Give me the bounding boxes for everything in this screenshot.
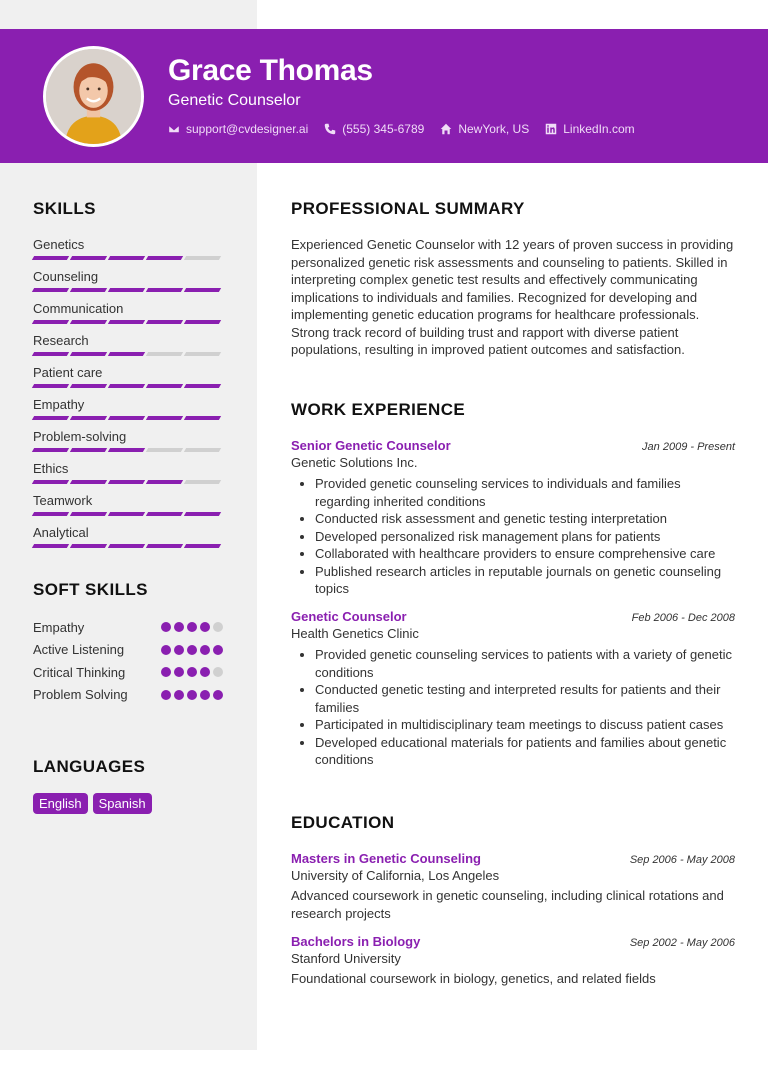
rating-dot [174, 622, 184, 632]
job-bullet: • Developed personalized risk management plans for patients [315, 528, 735, 546]
education-heading: EDUCATION [291, 813, 395, 832]
job-date: Jan 2009 - Present [642, 441, 735, 453]
education-description: Advanced coursework in genetic counseling, including clinical rotations and research projects [291, 888, 724, 921]
rating-dot [200, 645, 210, 655]
phone-icon [324, 123, 336, 135]
skill-label: Ethics [33, 461, 69, 476]
skill-item [33, 301, 223, 333]
education-entry [291, 851, 735, 922]
rating-dot [200, 622, 210, 632]
contact-bar [168, 122, 635, 136]
rating-dot [187, 622, 197, 632]
job-bullet: • Participated in multidisciplinary team meetings to discuss patient cases [315, 716, 735, 734]
soft-skill-rating [161, 622, 223, 632]
languages-list [33, 793, 152, 814]
skill-level-segment [32, 448, 69, 452]
skill-level-segment [70, 320, 107, 324]
skill-level-segment [70, 480, 107, 484]
skill-level-segment [32, 384, 69, 388]
soft-skills-list [33, 616, 223, 706]
skill-level-bar [33, 352, 223, 356]
job-date: Feb 2006 - Dec 2008 [631, 612, 735, 624]
skill-level-segment [184, 320, 221, 324]
school-name: Stanford University [291, 951, 401, 966]
skill-item [33, 269, 223, 301]
job-company: Genetic Solutions Inc. [291, 455, 418, 470]
skill-level-segment [70, 256, 107, 260]
skill-level-segment [32, 352, 69, 356]
contact-phone[interactable] [324, 122, 424, 136]
soft-skill-item [33, 661, 223, 684]
job-bullet: • Provided genetic counseling services to individuals and families regarding inherited conditions [315, 475, 735, 510]
skill-level-bar [33, 384, 223, 388]
skill-level-bar [33, 256, 223, 260]
skill-level-segment [108, 352, 145, 356]
education-entry [291, 934, 735, 988]
contact-location-text: NewYork, US [458, 122, 530, 136]
skill-level-segment [184, 256, 221, 260]
skill-level-segment [32, 480, 69, 484]
skill-level-segment [70, 544, 107, 548]
degree-title: Masters in Genetic Counseling [291, 851, 481, 866]
skill-item [33, 365, 223, 397]
soft-skill-label: Critical Thinking [33, 664, 126, 680]
soft-skill-rating [161, 667, 223, 677]
rating-dot [200, 690, 210, 700]
skill-level-segment [184, 384, 221, 388]
skill-label: Empathy [33, 397, 85, 412]
skill-level-segment [70, 352, 107, 356]
skill-level-segment [32, 288, 69, 292]
skill-level-segment [146, 288, 183, 292]
envelope-icon [168, 123, 180, 135]
soft-skill-rating [161, 645, 223, 655]
job-entry [291, 438, 735, 598]
skill-level-segment [146, 320, 183, 324]
job-bullet: • Conducted risk assessment and genetic testing interpretation [315, 510, 735, 528]
skill-level-segment [70, 512, 107, 516]
soft-skill-rating [161, 690, 223, 700]
skill-level-segment [184, 448, 221, 452]
rating-dot [213, 645, 223, 655]
job-entry [291, 609, 735, 769]
experience-heading: WORK EXPERIENCE [291, 400, 466, 419]
skill-level-segment [108, 320, 145, 324]
candidate-name: Grace Thomas [168, 54, 373, 87]
summary-text: Experienced Genetic Counselor with 12 years of proven success in providing personalized genetic risk assessments and counseling to patients. Skilled in interpreting complex genetic test results and effectively communicating implications to individuals and families. Recognized for developing and implementing genetic education programs for healthcare professionals. Strong track record of building trust and rapport with diverse patient populations, resulting in improved patient outcomes and satisfaction. [291, 237, 734, 357]
skill-level-segment [146, 256, 183, 260]
candidate-title: Genetic Counselor [168, 92, 301, 109]
skill-level-segment [70, 384, 107, 388]
skill-level-bar [33, 320, 223, 324]
skill-level-segment [32, 416, 69, 420]
rating-dot [213, 690, 223, 700]
skill-level-bar [33, 288, 223, 292]
job-bullets [291, 475, 735, 598]
skill-label: Genetics [33, 237, 85, 252]
skills-heading: SKILLS [33, 199, 96, 218]
skill-level-segment [70, 448, 107, 452]
school-name: University of California, Los Angeles [291, 868, 500, 883]
rating-dot [187, 690, 197, 700]
skill-item [33, 461, 223, 493]
soft-skill-item [33, 639, 223, 662]
job-bullets [291, 646, 735, 769]
rating-dot [161, 645, 171, 655]
skill-label: Patient care [33, 365, 103, 380]
contact-location [440, 122, 529, 136]
soft-skill-item [33, 684, 223, 707]
linkedin-icon [545, 123, 557, 135]
rating-dot [187, 645, 197, 655]
job-bullet: • Developed educational materials for patients and families about genetic conditions [315, 734, 735, 769]
soft-skill-label: Problem Solving [33, 687, 128, 703]
skill-label: Problem-solving [33, 429, 127, 444]
education-date: Sep 2006 - May 2008 [629, 854, 735, 866]
skill-level-segment [184, 480, 221, 484]
contact-email-text: support@cvdesigner.ai [186, 122, 309, 136]
soft-skills-heading: SOFT SKILLS [33, 580, 148, 599]
education-date: Sep 2002 - May 2006 [629, 937, 735, 949]
skill-level-segment [108, 416, 145, 420]
contact-phone-text: (555) 345-6789 [342, 122, 425, 136]
skill-level-segment [108, 256, 145, 260]
rating-dot [174, 690, 184, 700]
skill-level-bar [33, 448, 223, 452]
skill-level-segment [146, 480, 183, 484]
skill-level-segment [184, 512, 221, 516]
summary-heading: PROFESSIONAL SUMMARY [291, 199, 525, 218]
skill-level-segment [108, 448, 145, 452]
skill-level-segment [184, 416, 221, 420]
skill-level-segment [146, 448, 183, 452]
skill-label: Research [33, 333, 89, 348]
profile-photo [43, 46, 144, 147]
rating-dot [213, 622, 223, 632]
skill-label: Analytical [33, 525, 89, 540]
job-company: Health Genetics Clinic [291, 626, 419, 641]
skill-item [33, 429, 223, 461]
skill-level-segment [108, 384, 145, 388]
contact-linkedin-text: LinkedIn.com [563, 122, 635, 136]
skill-level-segment [184, 544, 221, 548]
skill-item [33, 525, 223, 557]
skill-level-segment [146, 352, 183, 356]
skill-level-segment [108, 544, 145, 548]
portrait-image [46, 49, 141, 144]
skills-list [33, 237, 223, 557]
skill-level-bar [33, 480, 223, 484]
skill-label: Communication [33, 301, 124, 316]
skill-level-segment [70, 416, 107, 420]
job-title: Genetic Counselor [291, 609, 407, 624]
job-bullet: • Provided genetic counseling services to patients with a variety of genetic conditions [315, 646, 735, 681]
rating-dot [161, 622, 171, 632]
skill-level-segment [32, 320, 69, 324]
rating-dot [174, 645, 184, 655]
skill-level-segment [70, 288, 107, 292]
contact-linkedin[interactable] [545, 122, 634, 136]
rating-dot [187, 667, 197, 677]
skill-level-segment [32, 544, 69, 548]
soft-skill-item [33, 616, 223, 639]
skill-item [33, 493, 223, 525]
languages-heading: LANGUAGES [33, 757, 146, 776]
skill-level-segment [184, 352, 221, 356]
skill-level-segment [146, 384, 183, 388]
skill-level-segment [146, 416, 183, 420]
skill-level-bar [33, 512, 223, 516]
skill-label: Teamwork [33, 493, 93, 508]
skill-level-bar [33, 544, 223, 548]
contact-email[interactable] [168, 122, 308, 136]
language-tag: English [33, 793, 88, 814]
language-tag: Spanish [93, 793, 152, 814]
skill-level-segment [108, 512, 145, 516]
skill-item [33, 237, 223, 269]
job-title: Senior Genetic Counselor [291, 438, 451, 453]
skill-item [33, 333, 223, 365]
skill-label: Counseling [33, 269, 99, 284]
skill-level-segment [184, 288, 221, 292]
skill-item [33, 397, 223, 429]
job-bullet: • Published research articles in reputable journals on genetic counseling topics [315, 563, 735, 598]
skill-level-segment [32, 256, 69, 260]
rating-dot [213, 667, 223, 677]
skill-level-segment [146, 544, 183, 548]
skill-level-segment [108, 480, 145, 484]
soft-skill-label: Empathy [33, 619, 85, 635]
home-icon [440, 123, 452, 135]
skill-level-segment [146, 512, 183, 516]
rating-dot [174, 667, 184, 677]
job-bullet: • Collaborated with healthcare providers to ensure comprehensive care [315, 545, 735, 563]
rating-dot [161, 667, 171, 677]
education-description: Foundational coursework in biology, genetics, and related fields [291, 971, 656, 986]
job-bullet: • Conducted genetic testing and interpreted results for patients and their families [315, 681, 735, 716]
soft-skill-label: Active Listening [33, 642, 125, 658]
rating-dot [161, 690, 171, 700]
skill-level-bar [33, 416, 223, 420]
degree-title: Bachelors in Biology [291, 934, 421, 949]
rating-dot [200, 667, 210, 677]
skill-level-segment [32, 512, 69, 516]
skill-level-segment [108, 288, 145, 292]
